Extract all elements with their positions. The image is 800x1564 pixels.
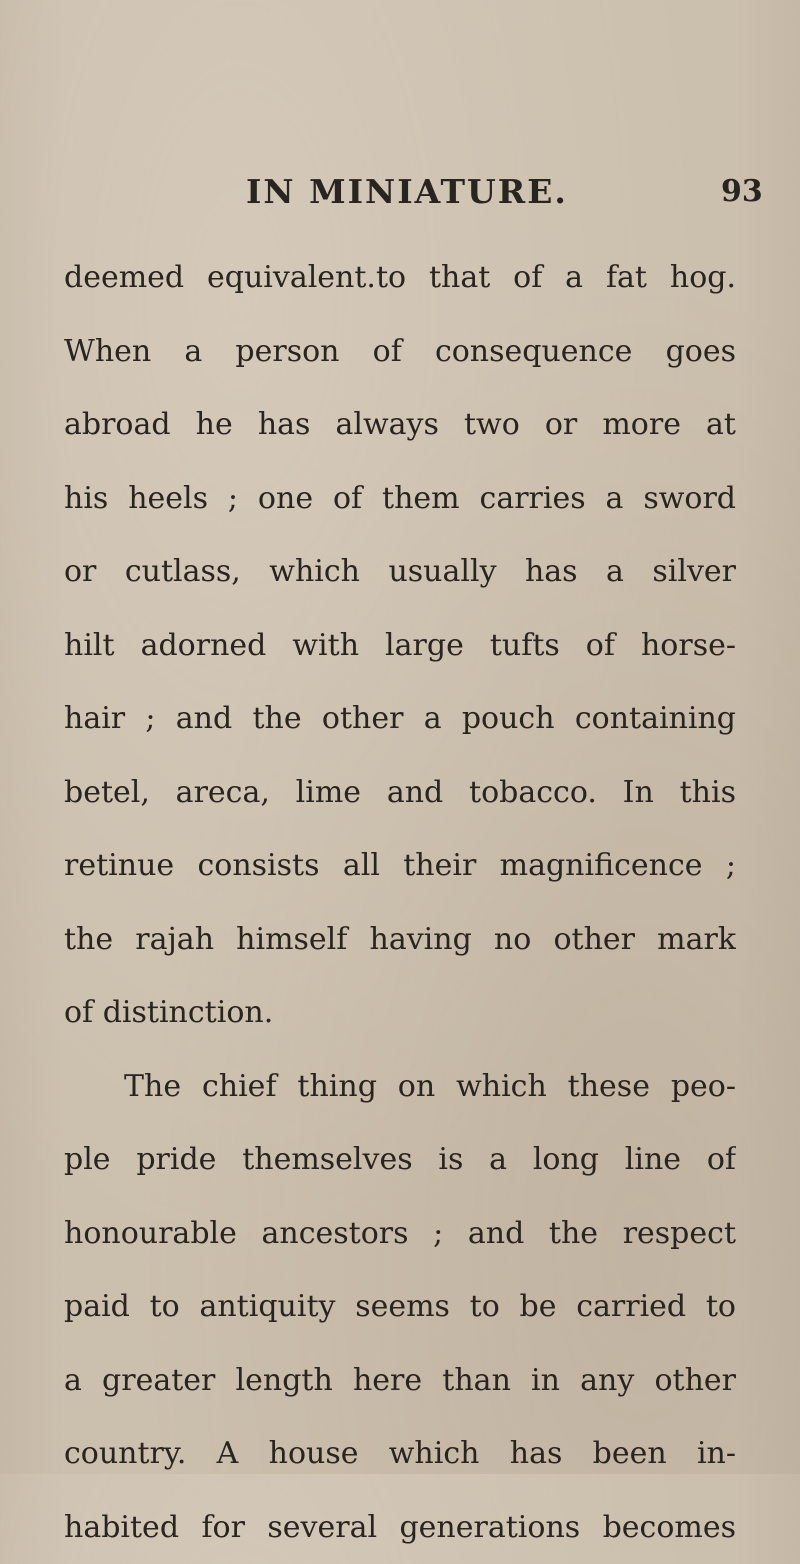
text-line: honourable ancestors ; and the respect: [64, 1197, 736, 1271]
text-line: betel, areca, lime and tobacco. In this: [64, 756, 736, 830]
text-line: habited for several generations becomes: [64, 1491, 736, 1564]
text-line: the rajah himself having no other mark: [64, 903, 736, 977]
paragraph-end-line: of distinction.: [64, 976, 736, 1050]
paragraph-start-line: The chief thing on which these peo-: [64, 1050, 736, 1124]
body-text: [64, 241, 736, 1564]
text-line: his heels ; one of them carries a sword: [64, 462, 736, 536]
running-header: [0, 162, 800, 222]
text-line: retinue consists all their magnificence ;: [64, 829, 736, 903]
text-line: deemed equivalent.to that of a fat hog.: [64, 241, 736, 315]
text-line: When a person of consequence goes: [64, 315, 736, 389]
text-line: country. A house which has been in-: [64, 1417, 736, 1491]
text-line: ple pride themselves is a long line of: [64, 1123, 736, 1197]
text-line: hilt adorned with large tufts of horse-: [64, 609, 736, 683]
text-line: hair ; and the other a pouch containing: [64, 682, 736, 756]
text-line: a greater length here than in any other: [64, 1344, 736, 1418]
running-title: IN MINIATURE.: [246, 162, 568, 222]
text-line: or cutlass, which usually has a silver: [64, 535, 736, 609]
page-number: 93: [721, 162, 763, 222]
text-line: abroad he has always two or more at: [64, 388, 736, 462]
text-line: paid to antiquity seems to be carried to: [64, 1270, 736, 1344]
